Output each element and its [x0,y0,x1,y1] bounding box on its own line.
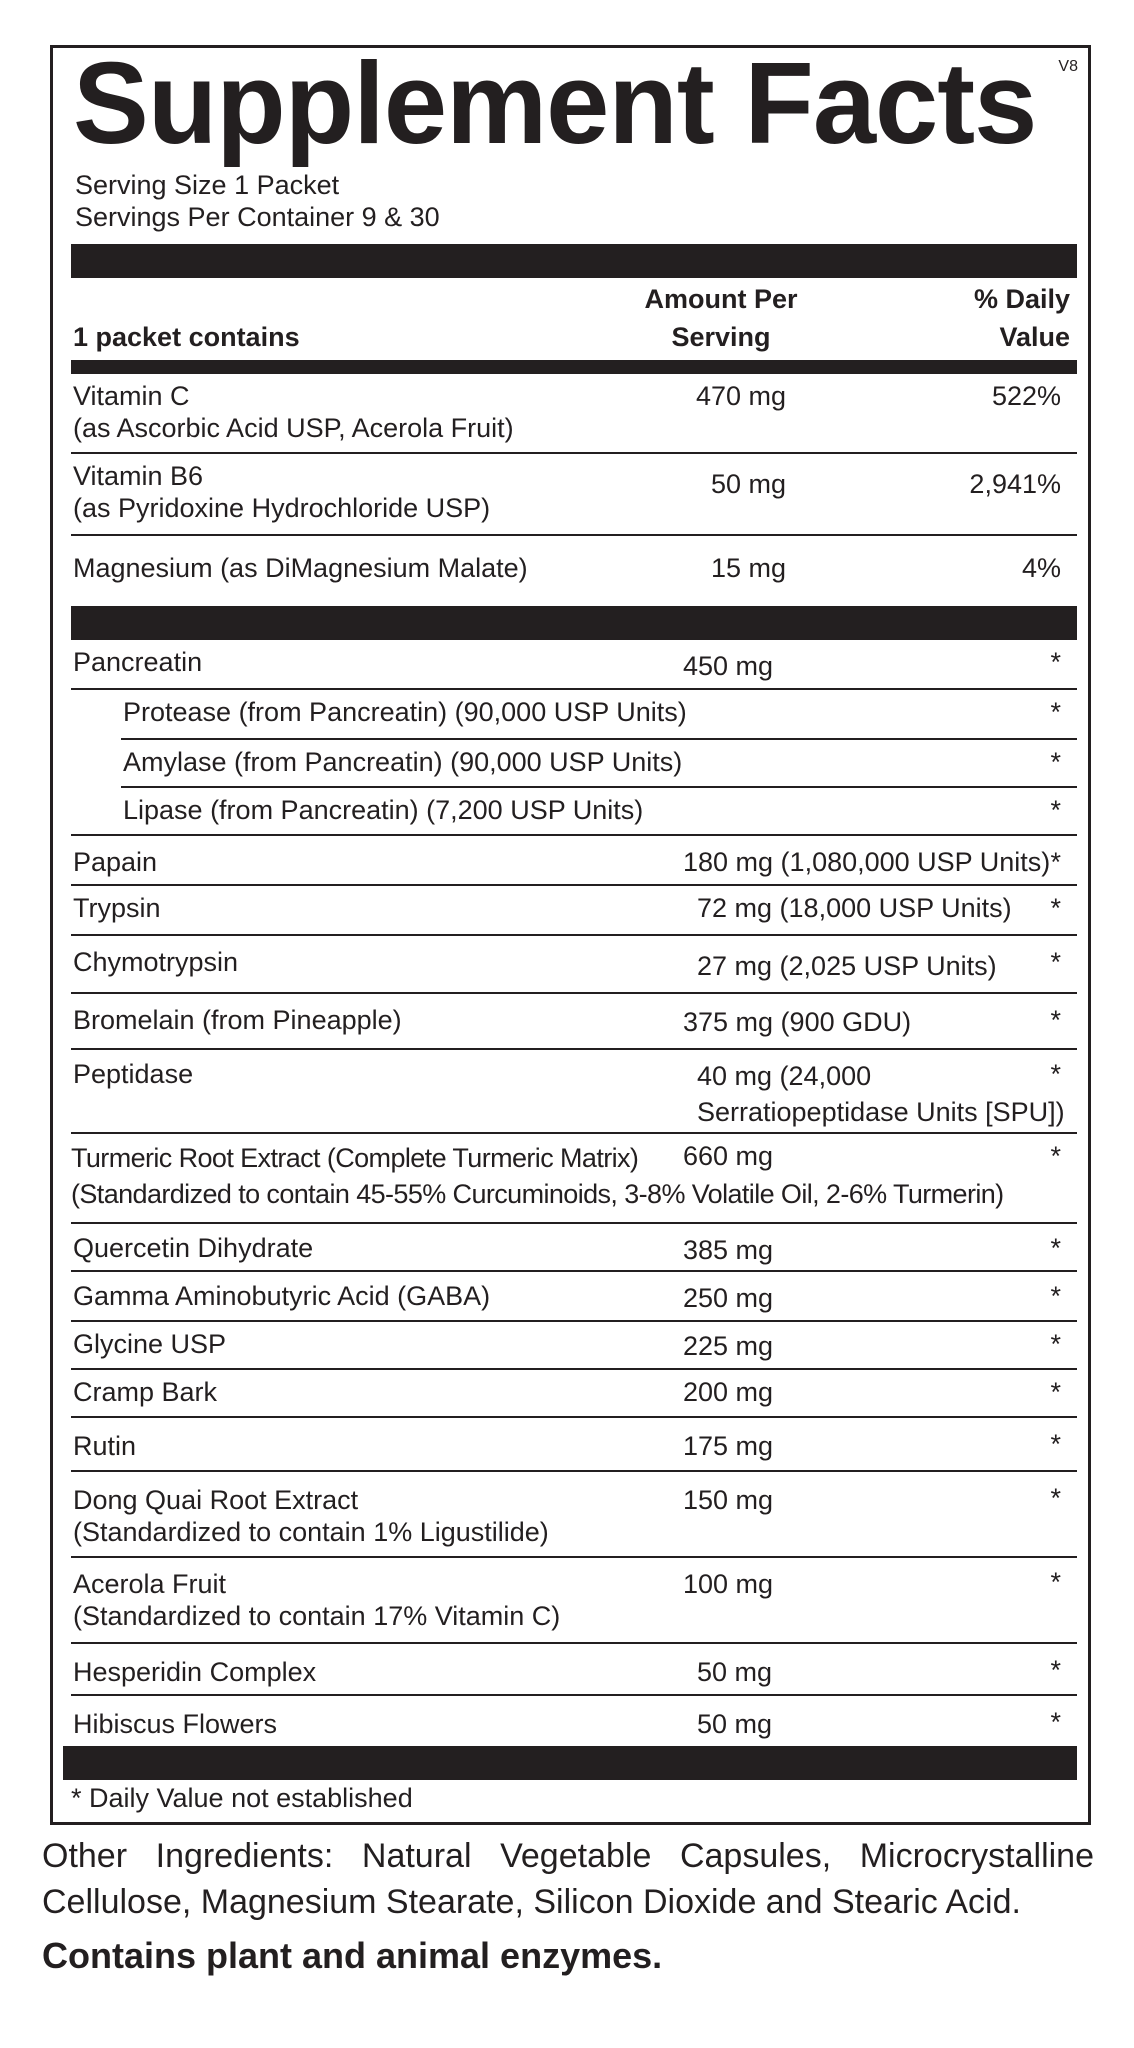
ingredient-dv: * [1050,1567,1061,1597]
nutrient-amount: 50 mg [711,469,787,499]
ingredient-amount: 40 mg (24,000 [697,1061,872,1091]
ingredient-name: Lipase (from Pancreatin) (7,200 USP Units) [123,795,644,825]
ingredient-dv: * [1050,747,1061,777]
ingredient-name: Hesperidin Complex [73,1657,317,1687]
nutrient-dv: 2,941% [969,469,1061,499]
ingredient-name: Papain [73,847,158,877]
ingredient-amount-detail: Serratiopeptidase Units [SPU]) [697,1097,1065,1127]
thick-divider [71,606,1077,640]
ingredient-amount: 385 mg [683,1235,774,1265]
header-contains: 1 packet contains [73,322,300,352]
ingredient-row [71,1370,1077,1418]
ingredient-name: Glycine USP [73,1329,227,1359]
ingredient-amount: 450 mg [683,651,774,681]
ingredient-name: Rutin [73,1431,137,1461]
header-daily-value [974,280,1070,356]
ingredient-row [121,690,1077,740]
ingredient-dv: * [1050,1329,1061,1359]
ingredient-name: Dong Quai Root Extract [73,1485,359,1515]
thick-divider [63,1746,1077,1780]
allergen-statement: Contains plant and animal enzymes. [42,1935,663,1976]
ingredient-name: Acerola Fruit [73,1569,227,1599]
ingredient-dv: * [1050,1059,1061,1089]
ingredient-amount: 72 mg (18,000 USP Units) [697,893,1012,923]
nutrient-source: (as Ascorbic Acid USP, Acerola Fruit) [73,413,514,443]
nutrient-name: Vitamin C [73,381,190,411]
ingredient-amount: 100 mg [683,1569,774,1599]
ingredient-name: Quercetin Dihydrate [73,1233,314,1263]
ingredient-amount: 250 mg [683,1283,774,1313]
ingredient-row [71,886,1077,936]
ingredient-standardization: (Standardized to contain 17% Vitamin C) [73,1601,561,1631]
nutrient-dv: 522% [991,381,1061,411]
nutrient-amount: 470 mg [696,381,787,411]
ingredient-dv: * [1050,847,1061,877]
ingredient-row [71,640,1077,690]
ingredient-row [71,1472,1077,1558]
ingredient-dv: * [1050,1483,1061,1513]
ingredient-dv: * [1050,1281,1061,1311]
serving-size: Serving Size 1 Packet [75,170,340,200]
other-ingredients: Other Ingredients: Natural Vegetable Capsules, Microcrystalline Cellulose, Magnesium Stearate, Silicon Dioxide and Stearic Acid. [42,1837,1094,1921]
ingredient-name: Turmeric Root Extract (Complete Turmeric Matrix) [71,1143,639,1173]
ingredient-row [121,740,1077,788]
ingredient-dv: * [1050,1655,1061,1685]
nutrient-row [71,374,1077,454]
ingredient-dv: * [1050,647,1061,677]
ingredient-standardization: (Standardized to contain 45-55% Curcuminoids, 3-8% Volatile Oil, 2-6% Turmerin) [71,1179,1004,1209]
ingredient-dv: * [1050,1141,1061,1171]
ingredient-row [71,1322,1077,1370]
ingredient-row [71,788,1077,836]
ingredient-row [71,1050,1077,1134]
ingredient-name: Protease (from Pancreatin) (90,000 USP Units) [123,697,687,727]
ingredient-name: Pancreatin [73,647,203,677]
ingredient-amount: 27 mg (2,025 USP Units) [697,951,997,981]
nutrient-row [71,454,1077,536]
ingredient-amount: 375 mg (900 GDU) [683,1007,912,1037]
ingredient-amount: 175 mg [683,1431,774,1461]
ingredient-dv: * [1050,1429,1061,1459]
nutrient-name: Vitamin B6 [73,461,204,491]
header-amount [601,280,841,356]
medium-divider [71,360,1077,374]
header-dv-line2: Value [999,322,1070,352]
ingredient-dv: * [1050,893,1061,923]
ingredient-amount: 150 mg [683,1485,774,1515]
ingredient-name: Trypsin [73,893,161,923]
ingredient-row [71,1272,1077,1322]
nutrient-row [71,536,1077,598]
ingredient-name: Hibiscus Flowers [73,1709,278,1739]
ingredient-amount: 225 mg [683,1331,774,1361]
ingredient-row [71,936,1077,994]
ingredient-dv: * [1050,1233,1061,1263]
header-amount-line2: Serving [671,322,771,352]
servings-per-container: Servings Per Container 9 & 30 [75,202,440,232]
nutrient-dv: 4% [1021,553,1061,583]
ingredient-row [71,1644,1077,1696]
panel-title: Supplement Facts [73,38,1037,168]
ingredient-row [71,836,1077,886]
ingredient-dv: * [1050,1707,1061,1737]
footnote: * Daily Value not established [71,1783,413,1813]
ingredient-name: Gamma Aminobutyric Acid (GABA) [73,1281,491,1311]
ingredient-amount: 50 mg [697,1657,773,1687]
ingredient-row [71,994,1077,1050]
ingredient-row [71,1696,1077,1746]
nutrient-source: (as Pyridoxine Hydrochloride USP) [73,493,491,523]
ingredient-name: Chymotrypsin [73,947,239,977]
ingredient-name: Bromelain (from Pineapple) [73,1005,402,1035]
header-amount-line1: Amount Per [644,284,798,314]
ingredient-amount: 660 mg [683,1141,774,1171]
version-code: V8 [1058,58,1078,75]
nutrient-name: Magnesium (as DiMagnesium Malate) [73,553,528,583]
ingredient-name: Peptidase [73,1059,194,1089]
ingredient-row [71,1558,1077,1644]
ingredient-dv: * [1050,947,1061,977]
ingredient-row [71,1224,1077,1272]
ingredient-amount: 200 mg [683,1377,774,1407]
ingredient-dv: * [1050,795,1061,825]
ingredient-dv: * [1050,1005,1061,1035]
ingredient-amount: 50 mg [697,1709,773,1739]
ingredient-name: Cramp Bark [73,1377,218,1407]
nutrient-amount: 15 mg [711,553,787,583]
ingredient-standardization: (Standardized to contain 1% Ligustilide) [73,1517,549,1547]
supplement-facts-panel [50,38,1091,1825]
ingredient-dv: * [1050,697,1061,727]
thick-divider [71,244,1077,278]
ingredient-dv: * [1050,1377,1061,1407]
ingredient-name: Amylase (from Pancreatin) (90,000 USP Units) [123,747,683,777]
ingredient-row [71,1418,1077,1472]
ingredient-row [71,1134,1077,1224]
ingredient-amount: 180 mg (1,080,000 USP Units) [683,847,1051,877]
header-dv-line1: % Daily [973,284,1070,314]
